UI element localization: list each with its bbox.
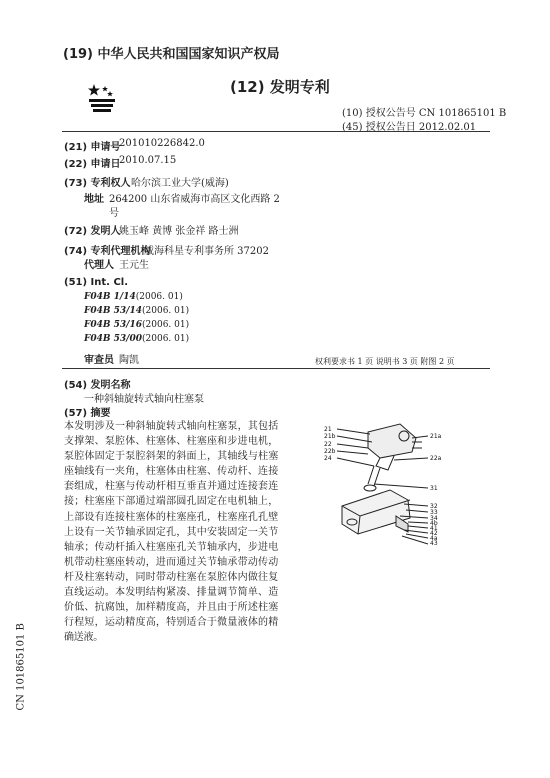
- figure-label: 41: [430, 525, 438, 532]
- owner-label: (73) 专利权人: [64, 178, 131, 189]
- figure-label: 22a: [430, 455, 442, 462]
- ipc-row: F04B 53/14(2006. 01): [84, 306, 190, 316]
- inventor-label: (72) 发明人: [64, 226, 121, 237]
- examiner-label: 审查员: [84, 355, 114, 366]
- figure-label: 4a: [430, 535, 438, 542]
- figure-label: 22b: [324, 448, 336, 455]
- agency-label: (74) 专利代理机构: [64, 246, 151, 257]
- figure-label: 21: [324, 426, 332, 433]
- figure-label: 43: [430, 540, 438, 546]
- address-label: 地址: [84, 194, 104, 205]
- filing-date-value: 2010.07.15: [119, 155, 177, 166]
- invention-name: 一种斜轴旋转式轴向柱塞泵: [84, 394, 204, 405]
- abstract-label: (57) 摘要: [64, 408, 111, 419]
- app-no-value: 201010226842.0: [119, 138, 205, 149]
- examiner-value: 陶凯: [119, 355, 139, 366]
- ipc-row: F04B 1/14(2006. 01): [84, 292, 183, 302]
- ipc-label: (51) Int. Cl.: [64, 277, 129, 288]
- side-publication-number: CN 101865101 B: [15, 623, 27, 711]
- agency-value: 威海科星专利事务所 37202: [144, 246, 269, 257]
- ipc-row: F04B 53/16(2006. 01): [84, 320, 190, 330]
- ipc-row: F04B 53/00(2006. 01): [84, 334, 190, 344]
- cnipa-emblem-icon: [86, 82, 118, 114]
- figure-label: 21a: [430, 433, 442, 440]
- figure-label: 21b: [324, 433, 336, 440]
- office-header: (19) 中华人民共和国国家知识产权局: [63, 47, 280, 62]
- abstract-divider: [62, 368, 490, 369]
- page-count-line: 权利要求书 1 页 说明书 3 页 附图 2 页: [315, 357, 455, 366]
- address-line-1: 264200 山东省威海市高区文化西路 2: [109, 194, 280, 205]
- publication-date: (45) 授权公告日 2012.02.01: [342, 122, 477, 133]
- document-type-title: (12) 发明专利: [230, 78, 330, 96]
- figure-label: 31: [430, 485, 438, 492]
- app-no-label: (21) 申请号: [64, 142, 121, 153]
- pump-drawing: [320, 418, 450, 546]
- figure-label: 33: [430, 509, 438, 516]
- agent-label: 代理人: [84, 260, 114, 271]
- filing-date-label: (22) 申请日: [64, 159, 121, 170]
- figure-label: 32: [430, 503, 438, 510]
- owner-value: 哈尔滨工业大学(威海): [131, 178, 229, 189]
- figure-label: 24: [324, 455, 332, 462]
- publication-number: (10) 授权公告号 CN 101865101 B: [342, 108, 507, 119]
- abstract-text: 本发明涉及一种斜轴旋转式轴向柱塞泵，其包括支撑架、泵腔体、柱塞体、柱塞座和步进电机，泵腔体固定于泵腔斜架的斜面上，其轴线与柱塞座轴线有一夹角，柱塞体由柱塞、传动杆、连接套组成，柱塞与传动杆相互垂直并通过连接套连接；柱塞座下部通过端部圆孔固定在电机轴上，上部设有连接柱塞体的柱塞座孔，柱塞座孔孔壁上设有一关节轴承固定孔，其中安装固定一关节轴承；传动杆插入柱塞座孔关节轴承内，步进电机带动柱塞座转动，进而通过关节轴承带动传动杆及柱塞转动，同时带动柱塞在泵腔体内做往复直线运动。本发明结构紧凑、排量调节简单、造价低、抗腐蚀，加样精度高，并且由于所述柱塞行程短，运动精度高，特别适合于微量液体的精确送液。: [64, 421, 278, 644]
- figure-label: 4b: [430, 520, 438, 527]
- address-line-2: 号: [109, 208, 119, 219]
- figure-label: 22: [324, 441, 332, 448]
- figure-label: 34: [430, 515, 438, 522]
- agent-value: 王元生: [119, 260, 149, 271]
- invention-name-label: (54) 发明名称: [64, 380, 131, 391]
- header-divider: [62, 131, 490, 132]
- figure-label: 42: [430, 530, 438, 537]
- inventor-value: 姚玉峰 黄博 张金祥 路士洲: [119, 226, 239, 237]
